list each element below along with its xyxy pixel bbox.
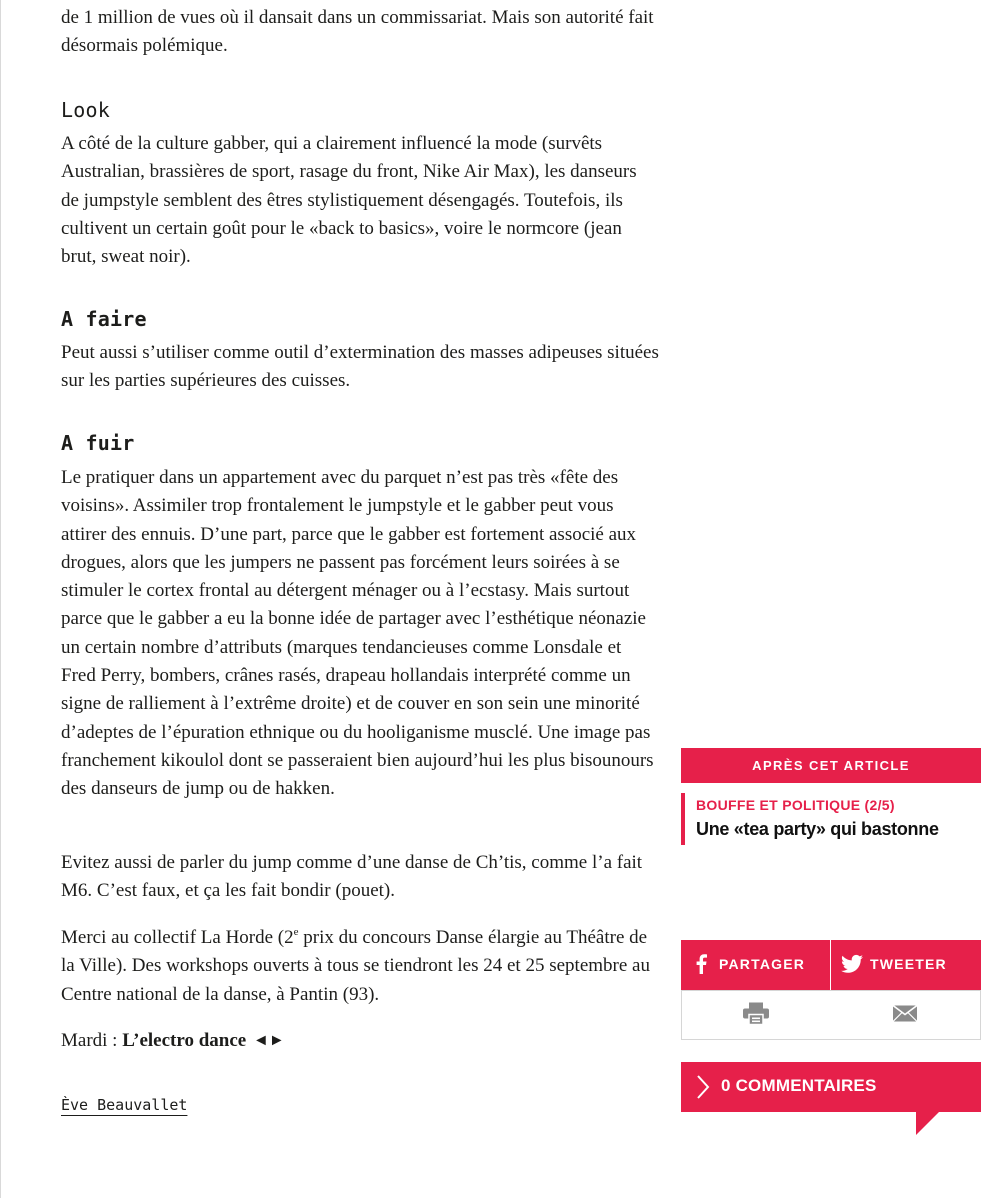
printer-icon bbox=[743, 1003, 769, 1028]
section-text-a-faire: Peut aussi s’utiliser comme outil d’extermination des masses adipeuses situées sur les parties supérieures des cuisses. bbox=[61, 342, 659, 392]
twitter-share-label: TWEETER bbox=[870, 956, 947, 972]
section-heading-look: Look bbox=[61, 98, 110, 122]
teaser-title[interactable]: Une «tea party» qui bastonne bbox=[696, 819, 939, 839]
double-arrow-icon: ◄► bbox=[252, 1032, 285, 1049]
section-text-look: A côté de la culture gabber, qui a clairement influencé la mode (survêts Australian, brassières de sport, rasage du front, Nike Air Max), les danseurs de jumpstyle semblent des êtres stylistiquement désengagés. Toutefois, ils cultivent un certain goût pour le «back to basics», voire le normcore (jean brut, sweat noir). bbox=[61, 133, 637, 268]
chevron-right-icon bbox=[695, 1074, 711, 1105]
comments-button[interactable] bbox=[681, 1062, 981, 1112]
facebook-share-button[interactable] bbox=[681, 940, 830, 990]
section-heading-a-fuir: A fuir bbox=[61, 431, 135, 455]
share-buttons bbox=[681, 940, 981, 1040]
facebook-icon bbox=[695, 954, 707, 977]
after-article-label: APRÈS CET ARTICLE bbox=[681, 748, 981, 783]
email-button[interactable] bbox=[830, 990, 981, 1040]
thanks-text-before: Merci au collectif La Horde (2 bbox=[61, 927, 294, 948]
section-text-a-fuir-2: Evitez aussi de parler du jump comme d’une danse de Ch’tis, comme l’a fait M6. C’est faux, et ça les fait bondir (pouet). bbox=[61, 852, 643, 902]
thanks-paragraph bbox=[61, 924, 659, 1009]
next-episode-prefix: Mardi : bbox=[61, 1030, 123, 1051]
author-link[interactable]: Ève Beauvallet bbox=[61, 1096, 188, 1114]
next-episode-link[interactable]: L’electro dance bbox=[122, 1030, 247, 1051]
facebook-share-label: PARTAGER bbox=[719, 956, 806, 972]
section-heading-a-faire: A faire bbox=[61, 307, 147, 331]
comments-speech-tail bbox=[916, 1111, 940, 1135]
next-episode-line bbox=[61, 1027, 659, 1055]
comments-count-label: 0 COMMENTAIRES bbox=[721, 1076, 877, 1095]
related-article-teaser[interactable] bbox=[681, 793, 981, 845]
thanks-text-after: prix du concours Danse élargie au Théâtre de la Ville). Des workshops ouverts à tous se tiendront les 24 et 25 septembre au Centre national de la danse, à Pantin (93). bbox=[61, 927, 650, 1005]
teaser-kicker: BOUFFE ET POLITIQUE (2/5) bbox=[696, 797, 895, 813]
page-left-border bbox=[0, 0, 1, 1198]
thanks-superscript: e bbox=[293, 926, 299, 938]
print-button[interactable] bbox=[681, 990, 831, 1040]
envelope-icon bbox=[893, 1006, 917, 1025]
twitter-icon bbox=[841, 954, 863, 977]
intro-paragraph-tail: de 1 million de vues où il dansait dans un commissariat. Mais son autorité fait désormais polémique. bbox=[61, 7, 654, 57]
twitter-share-button[interactable] bbox=[831, 940, 981, 990]
section-text-a-fuir: Le pratiquer dans un appartement avec du parquet n’est pas très «fête des voisins». Assimiler trop frontalement le jumpstyle et le gabber peut vous attirer des ennuis. D’une part, parce que le gabber est fortement associé aux drogues, alors que les jumpers ne passent pas forcément leurs soirées à se stimuler le cortex frontal au détergent ménager ou à l’ecstasy. Mais surtout parce que le gabber a eu la bonne idée de partager avec l’esthétique néonazie un certain nombre d’attributs (marques tendancieuses comme Lonsdale et Fred Perry, bombers, crânes rasés, drapeau hollandais interprété comme un signe de ralliement à l’extrême droite) et de couver en son sein une minorité d’adeptes de l’épuration ethnique ou du hooliganisme musclé. Une image pas franchement kikoulol dont se passeraient bien aujourd’hui les plus bisounours des danseurs de jump ou de hakken. bbox=[61, 467, 654, 800]
